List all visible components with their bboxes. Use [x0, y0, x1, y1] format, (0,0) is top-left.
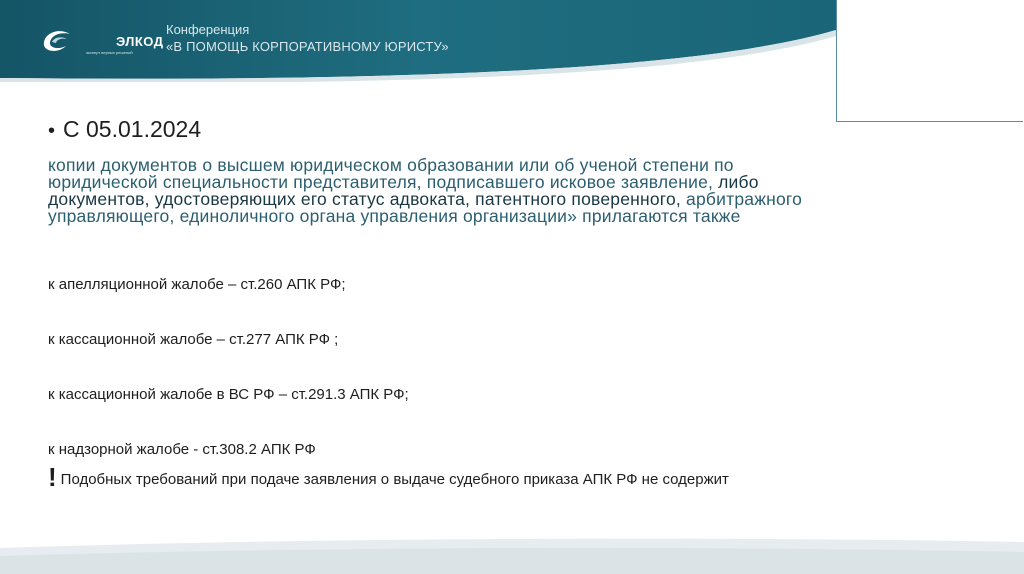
warning-text: Подобных требований при подаче заявления о выдаче судебного приказа АПК РФ не содержит	[60, 471, 729, 488]
paragraph-part-3: арбитражного управляющего, единоличного органа управления организации» прилагаются также	[48, 189, 803, 226]
list-item: к апелляционной жалобе – ст.260 АПК РФ;	[48, 276, 346, 293]
exclamation-icon: !	[48, 462, 57, 492]
list-item: к кассационной жалобе – ст.277 АПК РФ ;	[48, 331, 339, 348]
list-item: к надзорной жалобе - ст.308.2 АПК РФ	[48, 441, 316, 458]
slide-content	[48, 113, 848, 225]
logo-swirl-icon	[40, 26, 74, 54]
corner-frame	[836, 0, 1023, 122]
conference-label: Конференция	[166, 22, 250, 37]
elcod-logo	[40, 26, 164, 56]
logo-tagline: эксперт верных решений	[86, 50, 133, 55]
conference-title: «В ПОМОЩЬ КОРПОРАТИВНОМУ ЮРИСТУ»	[166, 39, 449, 54]
list-item: к кассационной жалобе в ВС РФ – ст.291.3 АПК РФ;	[48, 386, 409, 403]
paragraph-part-2: либо документов, удостоверяющих его статус адвоката, патентного поверенного,	[48, 172, 759, 209]
requirement-paragraph	[48, 157, 848, 225]
bullet-heading	[48, 113, 848, 147]
warning-note	[48, 462, 848, 492]
logo-text: ЭЛКОД	[116, 34, 164, 49]
bullet-dot-icon: •	[48, 120, 56, 142]
paragraph-part-1: копии документов о высшем юридическом образовании или об ученой степени по юридической специальности представителя, подписавшего исковое заявление,	[48, 155, 734, 192]
footer-band	[0, 534, 1024, 574]
bullet-heading-text: С 05.01.2024	[63, 116, 202, 142]
